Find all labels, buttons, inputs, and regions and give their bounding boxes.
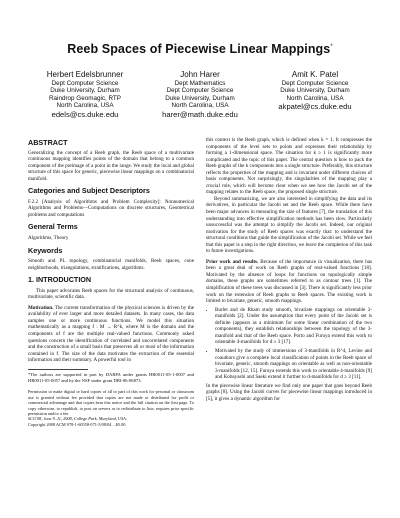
author-email: akpatel@cs.duke.edu: [278, 102, 352, 112]
author-affiliation: Raindrop Geomagic, RTP: [49, 94, 121, 102]
permission-notice: [28, 389, 194, 427]
venue: SCG'08, June 9–11, 2008, College Park, Maryland, USA.: [28, 416, 127, 422]
author-name: Amit K. Patel: [291, 70, 339, 79]
author-affiliation: Duke University, Durham: [280, 87, 350, 95]
footnote: *The authors are supported in part by DARPA under grants HR0011-05-1-0007 and HR0011-05-0057 and by the NSF under grant DBI-06-06873.: [28, 371, 194, 383]
abstract-text: Generalizing the concept of a Reeb graph, the Reeb space of a multivariate continuous mapping identifies points of the domain that belong to a common component of the preimage of a point in the range. We study the local and global structure of this space for generic, piecewise linear mappings on a combinatorial manifold.: [28, 149, 194, 182]
footnote-rule: [28, 369, 88, 370]
right-column: [206, 137, 372, 402]
motivation-paragraph: [28, 305, 194, 364]
author-block: [30, 70, 370, 119]
permission-text: Permission to make digital or hard copies of all or part of this work for personal or classroom use is granted without fee provided that copies are not made or distributed for profit or commercial advantage and that copies bear this notice and the full citation on the first page. To copy otherwise, to republish, to post on servers or to redistribute to lists, requires prior specific permission and/or a fee.: [28, 389, 194, 416]
motivation-text: The current transformation of the physical sciences is driven by the availability of ever larger and more detailed datasets. In many cases, the data samples one or more continuous functions. We model this situation mathematically as a mapping f : M → R^k, where M is the domain and the components of f are the multiple real-valued functions. Commonly asked questions concern the identification of correlated and uncorrelated components and the construction of a small basis that preserves all or most of the information contained in f. The size of the data motivates the extraction of the essential information and their summary. A powerful tool in: [28, 304, 194, 364]
author-affiliation: North Carolina, USA: [171, 102, 229, 110]
abstract-heading: ABSTRACT: [28, 138, 68, 147]
title-footnote-mark: *: [330, 43, 333, 50]
categories-text: F.2.2 [Analysis of Algorithms and Problem Complexity]: Nonnumerical Algorithms and Problems—Computations on discrete structures, Geometrical problems and computations: [28, 198, 194, 218]
author-email: edels@cs.duke.edu: [51, 109, 119, 119]
intro-paragraph: This paper advocates Reeb spaces for the structural analysis of continuous, multivariate, scientific data.: [28, 287, 194, 301]
terms-text: Algorithms, Theory: [28, 235, 69, 242]
prior-work-text: Because of the importance in visualization, there has been a great deal of work on Reeb graphs of real-valued functions [18]. Motivated by the absence of loops for functions on topologically simple domains, these graphs are sometimes referred to as contour trees [1]. The simplification of these trees was discussed in [3]. There is significantly less prior work on the extension of Reeb graphs to Reeb spaces. The existing work is limited to bivariate, generic, smooth mappings.: [206, 258, 372, 305]
author-name: John Harer: [180, 70, 220, 79]
author-affiliation: Duke University, Durham: [50, 87, 120, 95]
motivation-run-in: Motivation.: [28, 304, 54, 311]
list-item: • Motivated by the study of immersions of 3-manifolds in R^4, Levine and coauthors give a complete local classification of points in the Reeb space of bivariate, generic, smooth mappings on orientable as well as non-orientable 3-manifolds [12, 15]. Furuya extends this work to orientable 4-manifolds [9] and Kobayashi and Saeki extend it further to d-manifolds for d ≥ 3 [11].: [215, 348, 372, 381]
terms-heading: General Terms: [28, 222, 78, 232]
keywords-text: Smooth and PL topology, combinatorial manifolds, Reeb spaces, cone neighborhoods, triangulations, stratifications, algorithms.: [28, 258, 194, 271]
keywords-heading: Keywords: [28, 245, 63, 255]
author-affiliation: Dept Computer Science: [281, 80, 349, 87]
author-email: harer@math.duke.edu: [162, 109, 238, 119]
author-2: [145, 70, 255, 119]
right-paragraph-4: In the piecewise linear literature we find only one paper that goes beyond Reeb graphs [8]. Using the Jacobi curves for piecewise linear mappings introduced in [5], it gives a dynamic algorithm for: [206, 382, 372, 402]
author-affiliation: North Carolina, USA: [286, 94, 344, 102]
paper-title: [0, 42, 400, 56]
right-paragraph-1: this context is the Reeb graph, which is defined when k = 1. It compresses the components of the level sets to points and expresses their relationship by forming a 1-dimensional space. The situation for k ≥ 1 is significantly more complicated and the topic of this paper. The central question is how to pack the Reeb graphs of the k components into a single structure. Preferably, this structure reflects the properties of the mapping and is invariant under different choices of basis components. Not surprisingly, the singularities of the mapping play a crucial role, which will become clear when we see how the Jacobi set of the mapping relates to the Reeb space, the proposed single structure.: [206, 137, 372, 196]
title-text: Reeb Spaces of Piecewise Linear Mappings: [67, 42, 331, 56]
right-paragraph-2: Beyond summarizing, we are also interested in simplifying the data and its derivatives, in particular the Jacobi set and the Reeb space. While there have been major advances in measuring the size of features [7], the translation of this understanding into effective simplification methods has been slow. Particularly unsuccessful was the attempt to simplify the Jacobi set. Indeed, our original motivation for the study of Reeb spaces was exactly that: to understand the structural conditions that guide the simplification of the Jacobi set. While we feel that this paper is a step in the right direction, we leave the completion of this task to future investigations.: [206, 195, 372, 255]
author-3: [260, 70, 370, 119]
author-affiliation: Dept Computer Science: [51, 80, 119, 87]
author-affiliation: North Carolina, USA: [56, 102, 114, 110]
prior-work-run-in: Prior work and results.: [206, 258, 259, 265]
prior-work-paragraph: [206, 259, 372, 305]
categories-heading: Categories and Subject Descriptors: [28, 186, 150, 196]
author-1: [30, 70, 140, 119]
copyright: Copyright 2008 ACM 978-1-60558-071-5/08/04 ...$5.00.: [28, 421, 127, 427]
left-column: [28, 137, 194, 427]
author-affiliation: Dept Computer Science: [166, 87, 234, 95]
introduction-heading: 1. INTRODUCTION: [28, 275, 92, 285]
author-affiliation: Duke University, Durham: [165, 94, 235, 102]
author-name: Herbert Edelsbrunner: [46, 70, 124, 79]
list-item: • Burlet and de Rham study smooth, bivariate mappings on orientable 3-manifolds [2]. Under the assumption that every point of the Jacobi set is definite (appears as a minimum for some linear combination of the two components), they establish relationships between the topology of the 3-manifold and that of the Reeb space. Porto and Furuya extend this work to orientable 4-manifolds for d ≥ 3 [17].: [215, 307, 372, 346]
prior-work-list: [206, 307, 372, 381]
author-affiliation: Dept Mathematics: [174, 80, 226, 87]
